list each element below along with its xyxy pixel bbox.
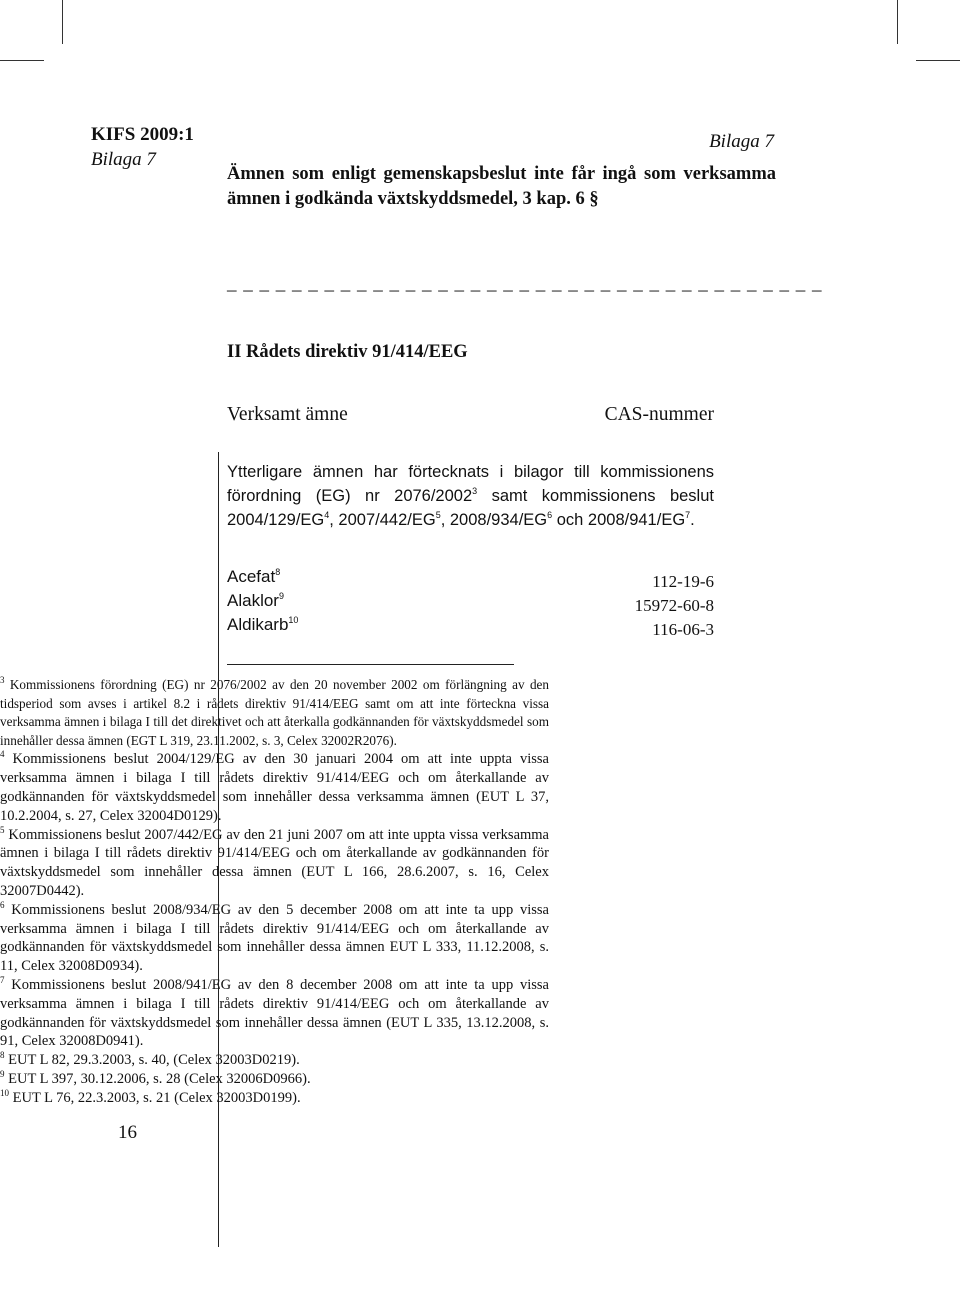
substance-name: Alaklor <box>227 591 279 610</box>
footnotes <box>0 676 549 1108</box>
footnote: $^3$ Kommissionens förordning (EG) nr 2076/2002 av den 20 november 2002 om förlängning av den tidsperiod som avses i artikel 8.2 i rådets direktiv 91/414/EEG samt om att inte förteckna vissa verksamma ämnen i bilaga I till det direktivet och att återkalla godkännanden för växtskyddsmedel som innehåller dessa ämnen (EGT L 319, 23.11.2002, s. 3, Celex 32002R2076). <box>0 675 549 748</box>
document-code: KIFS 2009:1 <box>91 124 194 145</box>
footnote-separator <box>227 664 514 665</box>
margin-annex-label: Bilaga 7 <box>91 149 156 170</box>
cas-number: 116-06-3 <box>652 620 714 639</box>
cas-number: 112-19-6 <box>652 572 714 591</box>
footnote: $^7$ Kommissionens beslut 2008/941/EG av den 8 december 2008 om att inte ta upp vissa verksamma ämnen i bilaga I till rådets direktiv 91/414/EEG och om återkallande av godkännanden för växtskyddsmedel som innehåller dessa ämnen (EUT L 335, 13.12.2008, s. 91, Celex 32008D0941). <box>0 974 549 1050</box>
footnote: $^4$ Kommissionens beslut 2004/129/EG av den 30 januari 2004 om att inte uppta vissa verksamma ämnen i bilaga I till rådets direktiv 91/414/EEG och om återkallande av godkännanden för växtskyddsmedel som innehåller dessa verksamma ämnen (EUT L 37, 10.2.2004, s. 27, Celex 32004D0129). <box>0 749 549 824</box>
crop-mark <box>916 60 960 61</box>
crop-mark <box>897 0 898 44</box>
substance-name: Acefat <box>227 567 276 586</box>
column-headers <box>227 404 714 426</box>
substance-row <box>227 567 714 591</box>
footnote: $^9$ EUT L 397, 30.12.2006, s. 28 (Celex 32006D0966). <box>0 1068 311 1087</box>
footnote: $^8$ EUT L 82, 29.3.2003, s. 40, (Celex 32003D0219). <box>0 1050 300 1069</box>
footnote-ref[interactable]: 9 <box>278 591 284 601</box>
footnote: $^5$ Kommissionens beslut 2007/442/EG av den 21 juni 2007 om att inte uppta vissa verksamma ämnen i bilaga I till rådets direktiv 91/414/EEG och om återkallande av godkännanden för växtskyddsmedel som innehåller dessa ämnen (EUT L 166, 28.6.2007, s. 16, Celex 32007D0442). <box>0 824 549 899</box>
info-paragraph: Ytterligare ämnen har förtecknats i bilagor till kommissionens förordning (EG) nr 2076/2002$^3$ samt kommissionens beslut $2004/129/EG^4$, $2007/442/EG^5$, $2008/934/EG^6$ och $2008/941/EG^7$. <box>227 463 714 529</box>
page-number: 16 <box>118 1122 137 1143</box>
separator-dashes: _ _ _ _ _ _ _ _ _ _ _ _ _ _ _ _ _ _ _ _ _ _ _ _ _ _ _ _ _ _ _ _ _ _ _ _ _ <box>227 273 823 294</box>
substance-row <box>227 615 714 639</box>
annex-title: Ämnen som enligt gemenskapsbeslut inte får ingå som verksamma ämnen i godkända växtskyddsmedel, 3 kap. 6 § <box>227 164 776 209</box>
substance-list <box>227 567 714 639</box>
column-header-substance: Verksamt ämne <box>227 404 348 425</box>
footnote-ref[interactable]: 5 <box>435 510 441 520</box>
header-annex-label: Bilaga 7 <box>709 131 774 152</box>
substance-row <box>227 591 714 615</box>
footnote-ref[interactable]: 4 <box>324 510 330 520</box>
footnote-ref[interactable]: 6 <box>547 510 553 520</box>
cas-number: 15972-60-8 <box>634 596 714 615</box>
section-heading: II Rådets direktiv 91/414/EEG <box>227 342 468 362</box>
footnote-ref[interactable]: 10 <box>288 615 299 625</box>
column-header-cas: CAS-nummer <box>604 404 714 425</box>
crop-mark <box>62 0 63 44</box>
footnote-ref[interactable]: 7 <box>685 510 691 520</box>
footnote: $^6$ Kommissionens beslut 2008/934/EG av den 5 december 2008 om att inte ta upp vissa verksamma ämnen i bilaga I till rådets direktiv 91/414/EEG och om återkallande av godkännanden för växtskyddsmedel som innehåller dessa ämnen EUT L 333, 11.12.2008, s. 11, Celex 32008D0934). <box>0 899 549 975</box>
footnote-ref[interactable]: 3 <box>472 486 478 496</box>
substance-name: Aldikarb <box>227 615 289 634</box>
crop-mark <box>0 60 44 61</box>
footnote: $^{10}$ EUT L 76, 22.3.2003, s. 21 (Celex 32003D0199). <box>0 1087 301 1106</box>
footnote-ref[interactable]: 8 <box>275 567 281 577</box>
